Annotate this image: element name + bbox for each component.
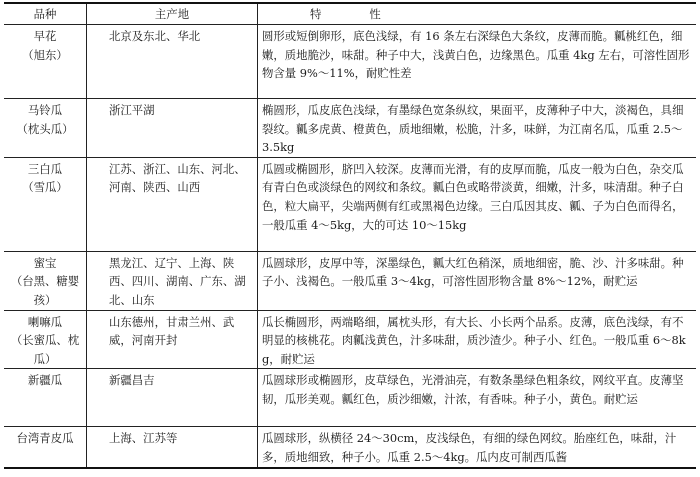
header-variety: 品种 <box>4 3 87 25</box>
region-cell: 江苏、浙江、山东、河北、河南、陕西、山西 <box>87 157 258 251</box>
table-body <box>4 25 696 468</box>
variety-name: 早花 <box>33 29 57 43</box>
variety-name: 马铃瓜 <box>27 103 63 117</box>
variety-alias: （长蜜瓜、枕瓜） <box>10 333 80 366</box>
table-row <box>4 310 696 369</box>
table-row <box>4 427 696 468</box>
variety-alias: （旭东） <box>22 47 68 62</box>
variety-cell <box>4 25 87 99</box>
watermelon-varieties-table <box>4 2 696 469</box>
region-cell: 北京及东北、华北 <box>87 25 258 99</box>
region-cell: 黑龙江、辽宁、上海、陕西、四川、湖南、广东、湖北、山东 <box>87 251 258 310</box>
traits-cell: 瓜圆球形，纵横径 24～30cm，皮浅绿色，有细的绿色网纹。胎座红色，味甜，汁多，质地细致，种子小。瓜重 2.5～4kg。瓜内皮可制西瓜酱 <box>258 427 697 468</box>
variety-cell <box>4 427 87 468</box>
table-row <box>4 157 696 251</box>
traits-cell: 瓜圆球形，皮厚中等，深墨绿色，瓤大红色稍深，质地细密，脆、沙、汁多味甜。种子小、浅褐色。一般瓜重 3～4kg，可溶性固形物含量 8%～12%，耐贮运 <box>258 251 697 310</box>
table-row <box>4 251 696 310</box>
variety-name: 蜜宝 <box>33 255 57 270</box>
region-cell: 浙江平湖 <box>87 99 258 158</box>
variety-name: 喇嘛瓜 <box>27 314 63 329</box>
variety-alias: （台黑、糖婴孩） <box>10 274 80 307</box>
traits-cell: 椭圆形，瓜皮底色浅绿，有墨绿色宽条纵纹，果面平，皮薄种子中大，淡褐色，具细裂纹。瓤多虎黄、橙黄色，质地细嫩，松脆，汁多，味鲜，为江南名瓜，瓜重 2.5～3.5kg <box>258 99 697 158</box>
region-cell: 上海、江苏等 <box>87 427 258 468</box>
region-cell: 新疆昌吉 <box>87 369 258 427</box>
table-row <box>4 25 696 99</box>
variety-cell <box>4 251 87 310</box>
variety-alias: （雪瓜） <box>22 180 68 195</box>
header-traits: 特性 <box>258 3 697 25</box>
variety-alias: （枕头瓜） <box>16 121 74 136</box>
variety-cell <box>4 369 87 427</box>
table-header <box>4 3 696 25</box>
variety-cell <box>4 157 87 251</box>
region-cell: 山东德州，甘肃兰州、武威，河南开封 <box>87 310 258 369</box>
table-row <box>4 99 696 158</box>
header-region: 主产地 <box>87 3 258 25</box>
traits-cell: 瓜长椭圆形，两端略细，属枕头形，有大长、小长两个品系。皮薄，底色浅绿，有不明显的核桃花。肉瓤浅黄色，汁多味甜，质沙渣少。种子小、红色。一般瓜重 6～8kg，耐贮运 <box>258 310 697 369</box>
variety-cell <box>4 310 87 369</box>
header-row <box>4 3 696 25</box>
variety-cell <box>4 99 87 158</box>
variety-name: 三白瓜 <box>27 161 63 176</box>
variety-name: 新疆瓜 <box>27 373 63 388</box>
traits-cell: 瓜圆或椭圆形，脐凹入较深。皮薄而光滑，有的皮厚而脆，瓜皮一般为白色，杂交瓜有青白色或淡绿色的网纹和条纹。瓤白色或略带淡黄，细嫩，汁多，味清甜。种子白色，粒大扁平，尖端两侧有红或黑褐色边缘。三白瓜因其皮、瓤、子为白色而得名，一般瓜重 4～5kg，大的可达 10～15kg <box>258 157 697 251</box>
traits-cell: 瓜圆球形或椭圆形，皮草绿色，光滑油亮，有数条墨绿色粗条纹，网纹平直。皮薄坚韧，瓜形美观。瓤红色，质沙细嫩，汁浓，有香味。种子小，黄色。耐贮运 <box>258 369 697 427</box>
table-row <box>4 369 696 427</box>
traits-cell: 圆形或短倒卵形，底色浅绿，有 16 条左右深绿色大条纹，皮薄而脆。瓤桃红色，细嫩，质地脆沙，味甜。种子中大，浅黄白色，边缘黑色。瓜重 4kg 左右，可溶性固形物含量 9%～11%，耐贮性差 <box>258 25 697 99</box>
variety-name: 台湾青皮瓜 <box>16 431 74 446</box>
